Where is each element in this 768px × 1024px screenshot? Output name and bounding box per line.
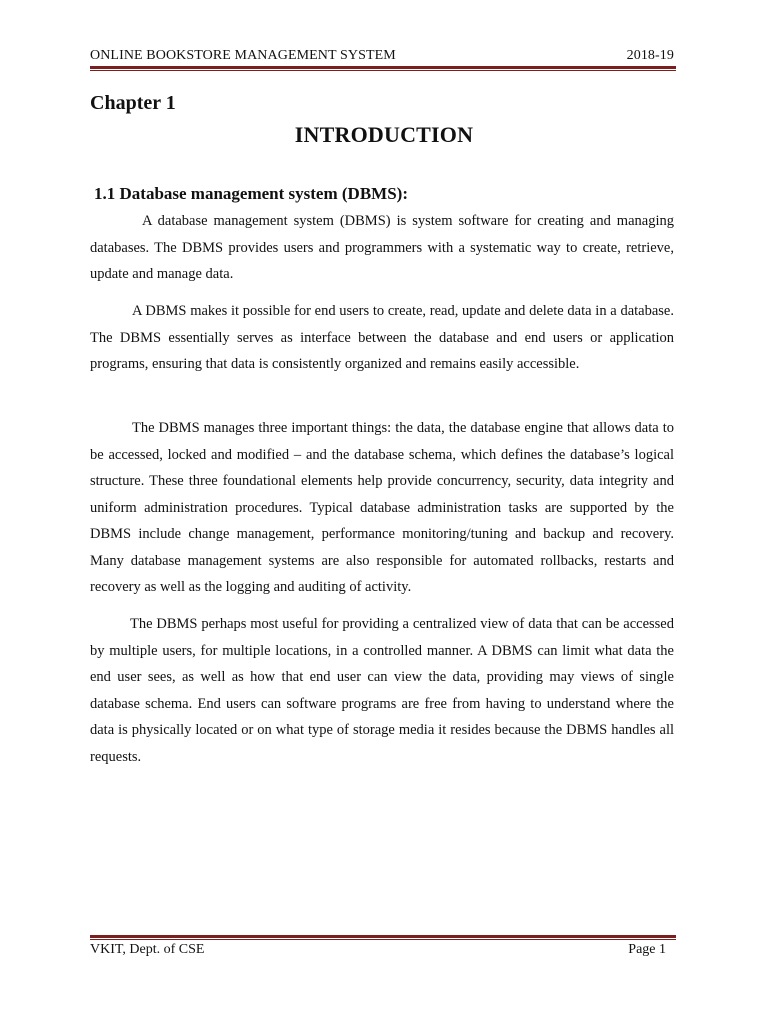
header-rule-thin xyxy=(90,70,676,71)
paragraph-text: The DBMS manages three important things: the data, the database engine that allows data to be accessed, locked and modified – and the database schema, which defines the database’s logical structure. These three foundational elements help provide concurrency, security, data integrity and uniform administration procedures. Typical database administration tasks are supported by the DBMS include change management, performance monitoring/tuning and backup and recovery. Many database management systems are also responsible for automated rollbacks, restarts and recovery as well as the logging and auditing of activity. xyxy=(90,420,674,595)
paragraph-text: A database management system (DBMS) is system software for creating and managing databases. The DBMS provides users and programmers with a systematic way to create, retrieve, update and manage data. xyxy=(90,213,674,282)
chapter-label: Chapter 1 xyxy=(90,92,176,114)
paragraph-text: The DBMS perhaps most useful for providing a centralized view of data that can be accessed by multiple users, for multiple locations, in a controlled manner. A DBMS can limit what data the end user sees, as well as how that end user can view the data, providing may views of single database schema. End users can software programs are free from having to understand where the data is physically located or on what type of storage media it resides because the DBMS handles all requests. xyxy=(90,616,674,765)
paragraph-3 xyxy=(90,415,674,601)
header-rule xyxy=(90,66,676,69)
footer-rule xyxy=(90,935,676,938)
footer-rule-thin xyxy=(90,939,676,940)
running-header xyxy=(90,44,674,64)
page-number: Page 1 xyxy=(628,942,666,957)
paragraph-text: A DBMS makes it possible for end users to create, read, update and delete data in a database. The DBMS essentially serves as interface between the database and end users or application programs, ensuring that data is consistently organized and remains easily accessible. xyxy=(90,303,674,372)
paragraph-1 xyxy=(90,208,674,288)
section-heading: 1.1 Database management system (DBMS): xyxy=(94,184,408,203)
footer-department: VKIT, Dept. of CSE xyxy=(90,942,205,957)
paragraph-2 xyxy=(90,298,674,378)
paragraph-4 xyxy=(90,611,674,770)
chapter-title: INTRODUCTION xyxy=(294,122,474,147)
header-title: ONLINE BOOKSTORE MANAGEMENT SYSTEM xyxy=(90,48,396,63)
header-year: 2018-19 xyxy=(626,48,674,63)
running-footer xyxy=(90,942,666,958)
